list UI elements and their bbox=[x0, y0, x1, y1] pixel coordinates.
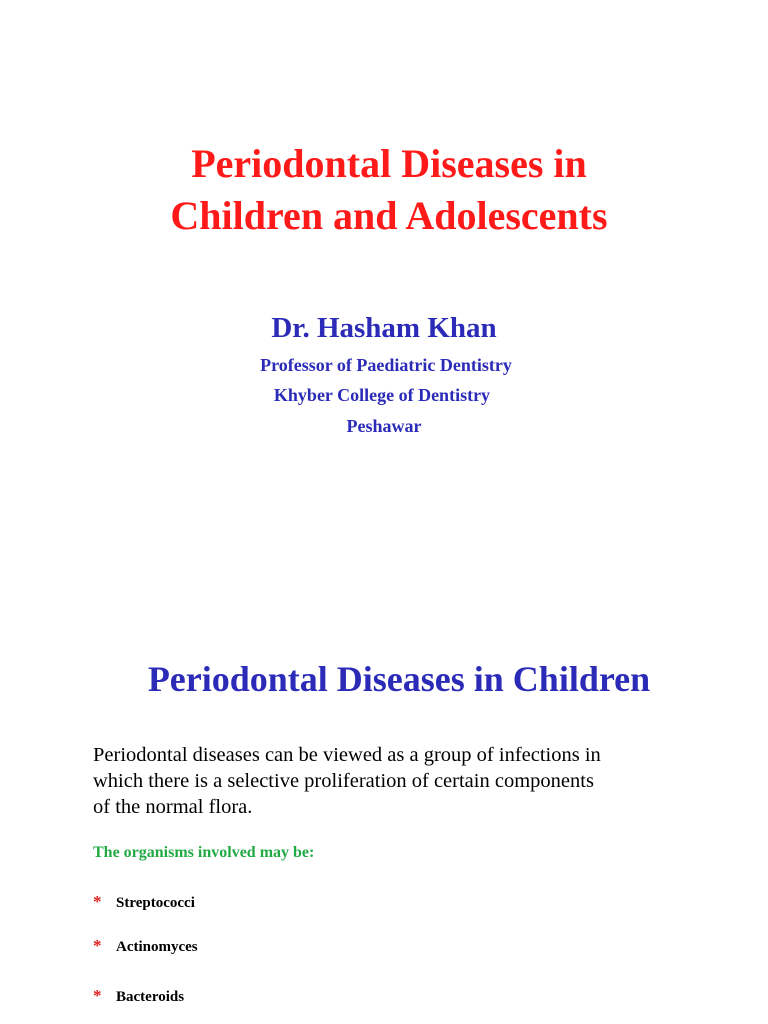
asterisk-bullet-icon: * bbox=[93, 936, 102, 955]
organisms-subheading: The organisms involved may be: bbox=[93, 844, 315, 861]
title-line-1: Periodontal Diseases in bbox=[191, 141, 587, 186]
paragraph-line: which there is a selective proliferation of certain components bbox=[93, 770, 594, 792]
intro-paragraph bbox=[93, 742, 723, 820]
author-position: Professor of Paediatric Dentistry bbox=[260, 355, 512, 375]
presentation-title bbox=[0, 138, 768, 242]
organism-name: Actinomyces bbox=[116, 939, 198, 955]
author-name: Dr. Hasham Khan bbox=[271, 312, 497, 344]
organism-name: Streptococci bbox=[116, 895, 195, 911]
organism-name: Bacteroids bbox=[116, 989, 185, 1005]
asterisk-bullet-icon: * bbox=[93, 892, 102, 911]
list-item bbox=[93, 892, 195, 913]
list-item bbox=[93, 986, 184, 1007]
author-city: Peshawar bbox=[346, 416, 422, 436]
list-item bbox=[93, 936, 198, 957]
asterisk-bullet-icon: * bbox=[93, 986, 102, 1005]
slide-title: Periodontal Diseases in Children bbox=[147, 659, 651, 699]
title-line-2: Children and Adolescents bbox=[170, 193, 608, 238]
paragraph-line: Periodontal diseases can be viewed as a group of infections in bbox=[93, 744, 601, 766]
author-institution: Khyber College of Dentistry bbox=[273, 385, 491, 405]
content-slide bbox=[0, 620, 768, 1024]
paragraph-line: of the normal flora. bbox=[93, 796, 253, 818]
